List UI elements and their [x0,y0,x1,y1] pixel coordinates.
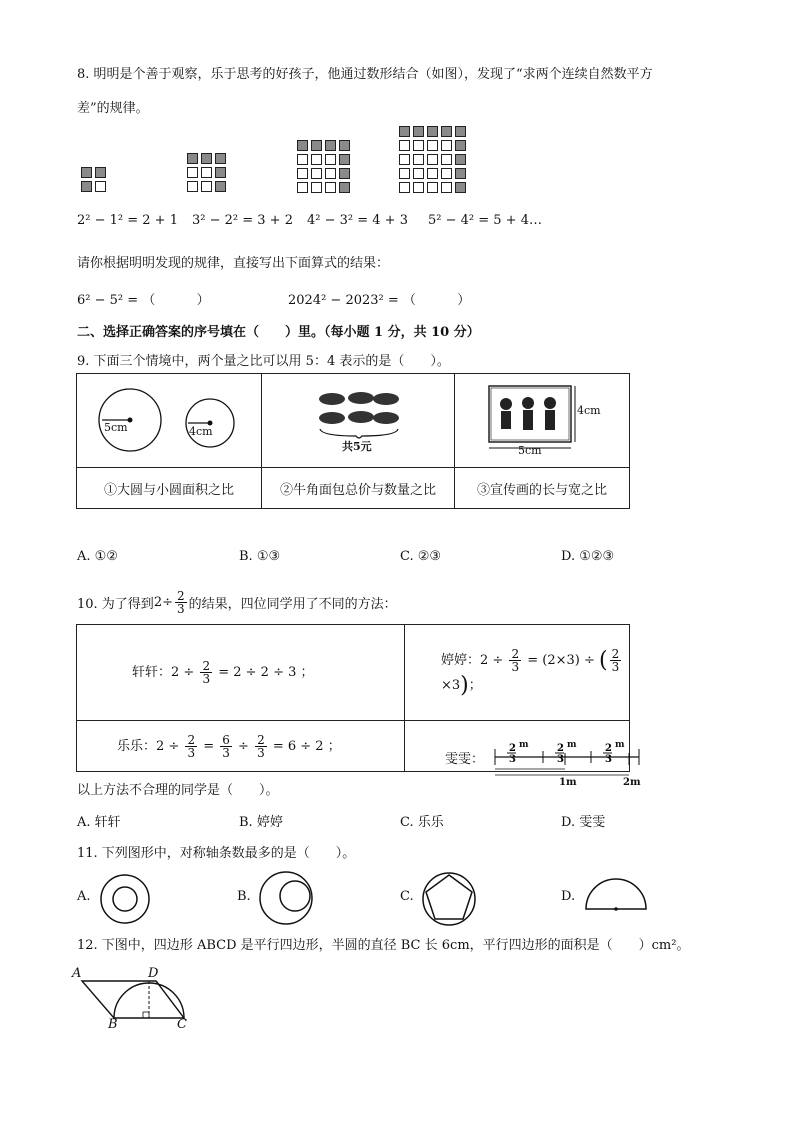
grid-cell [427,154,438,165]
q9-caption-3: ③宣传画的长与宽之比 [455,468,630,509]
name-xuanxuan: 轩轩： [132,665,172,681]
q10-stem-a: 10. 为了得到 [77,597,154,612]
q8-line2: 差”的规律。 [77,101,149,116]
q9-option-d[interactable]: D. ①②③ [561,549,615,564]
grid-cell [455,182,466,193]
q10-option-d[interactable]: D. 雯雯 [561,815,606,830]
q11-option-a[interactable]: A. [77,889,91,904]
q10-method-tingting: 婷婷：2 ÷ $\frac{2}{3}$ = (2×3) ÷ ( $\frac{2}{3}$ ×3)； [405,625,630,721]
grid-cell [339,168,350,179]
svg-text:3: 3 [557,754,564,766]
grid-cell [441,182,452,193]
concentric-circles-shape [98,872,154,928]
q10-option-b[interactable]: B. 婷婷 [239,815,283,830]
grid-cell [399,182,410,193]
q11-stem: 11. 下列图形中，对称轴条数最多的是（ ）。 [77,846,356,861]
name-tingting: 婷婷： [441,652,481,668]
circles-figure [77,374,259,466]
grid-cell [339,182,350,193]
grid-cell [399,126,410,137]
name-lele: 乐乐： [117,738,157,754]
grid-cell [427,140,438,151]
seg-unit-2: m [567,740,577,751]
poster-height-label: 4cm [577,404,601,417]
xx-tail: = 2 ÷ 2 ÷ 3 ； [214,665,314,681]
section-title: 二、选择正确答案的序号填在（ ）里。（每小题 1 分，共 10 分） [77,325,480,340]
q9-caption-1: ①大圆与小圆面积之比 [77,468,262,509]
grid-cell [187,153,198,164]
grid-cell [427,182,438,193]
q11-option-b[interactable]: B. [237,889,251,904]
grid-cell [215,153,226,164]
q9-option-a[interactable]: A. ①② [77,549,118,564]
grid-cell [413,168,424,179]
grid-cell [187,167,198,178]
svg-text:2: 2 [557,743,564,755]
q10-method-lele: 乐乐：2 ÷ $\frac{2}{3}$ = $\frac{6}{3}$ ÷ $\frac{2}{3}$ = 6 ÷ 2 ； [77,721,405,772]
grid-cell [413,140,424,151]
grid-cell [325,168,336,179]
grid-cell [297,182,308,193]
label-b: B [108,1017,118,1032]
q11-option-d[interactable]: D. [561,889,576,904]
grid-cell [339,140,350,151]
svg-text:3: 3 [605,754,612,766]
tick-1m: 1m [559,777,577,789]
semicircle-shape [584,876,648,912]
seg-unit-1: m [519,740,529,751]
grid-cell [441,126,452,137]
q8-line1: 8. 明明是个善于观察，乐于思考的好孩子，他通过数形结合（如图），发现了“求两个连续自然数平方 [77,67,653,82]
grid-cell [311,140,322,151]
label-c: C [177,1017,187,1032]
label-d: D [148,966,159,981]
pentagon-in-circle-shape [420,870,478,928]
q9-poster-cell [455,374,630,468]
q9-croissant-cell [262,374,455,468]
grid-cell [413,182,424,193]
q10-stem-b: 的结果，四位同学用了不同的方法： [188,597,397,612]
q10-stem [77,590,397,615]
poster-width-label: 5cm [518,444,542,457]
grid-cell [201,167,212,178]
q9-caption-2: ②牛角面包总价与数量之比 [262,468,455,509]
svg-text:3: 3 [509,754,516,766]
grid-cell [201,181,212,192]
q8-answer-2[interactable]: 2024² − 2023² = （ ） [288,293,471,308]
total-price-label: 共5元 [342,440,372,453]
grid-cell [325,140,336,151]
grid-cell [455,126,466,137]
q10-method-wenwen [405,721,641,789]
q10-option-a[interactable]: A. 轩轩 [77,815,121,830]
grid-cell [325,154,336,165]
grid-cell [215,181,226,192]
q8-answer-1[interactable]: 6² − 5² = （ ） [77,293,210,308]
q10-expr: 2÷ $\frac{2}{3}$ [153,589,185,616]
tick-2m: 2m [623,777,641,789]
svg-text:2: 2 [509,743,516,755]
grid-cell [399,140,410,151]
grid-cell [311,182,322,193]
ll-tail: = 6 ÷ 2 ； [268,738,341,754]
small-radius-label: 4cm [189,425,213,438]
grid-cell [339,154,350,165]
grid-cell [441,168,452,179]
q10-table [76,624,641,789]
q9-stem: 9. 下面三个情境中，两个量之比可以用 5：4 表示的是（ ）。 [77,354,450,369]
name-wenwen: 雯雯： [445,752,485,768]
q8-instruction: 请你根据明明发现的规律，直接写出下面算式的结果： [77,256,390,271]
grid-cell [413,154,424,165]
q10-method-xuanxuan: 轩轩：2 ÷ $\frac{2}{3}$ = 2 ÷ 2 ÷ 3 ； [77,625,405,721]
grid-cell [187,181,198,192]
q9-option-c[interactable]: C. ②③ [400,549,442,564]
q10-option-c[interactable]: C. 乐乐 [400,815,444,830]
grid-cell [297,168,308,179]
eq-4: 5² − 4² = 5 + 4… [428,213,542,228]
grid-cell [455,168,466,179]
grid-cell [201,153,212,164]
svg-text:2: 2 [605,743,612,755]
grid-cell [413,126,424,137]
poster-figure [455,374,635,466]
grid-cell [455,154,466,165]
grid-cell [441,154,452,165]
q9-option-b[interactable]: B. ①③ [239,549,281,564]
grid-cell [215,167,226,178]
grid-cell [311,168,322,179]
seg-unit-3: m [615,740,625,751]
grid-cell [455,140,466,151]
q11-option-c[interactable]: C. [400,889,414,904]
q9-table [76,373,630,509]
big-radius-label: 5cm [104,421,128,434]
grid-cell [325,182,336,193]
grid-cell [399,168,410,179]
grid-cell [427,126,438,137]
eq-1: 2² − 1² = 2 + 1 [77,213,178,228]
eq-2: 3² − 2² = 3 + 2 [192,213,293,228]
grid-cell [427,168,438,179]
label-a: A [72,966,82,981]
grid-cell [297,154,308,165]
grid-cell [441,140,452,151]
grid-cell [311,154,322,165]
q12-stem: 12. 下图中，四边形 ABCD 是平行四边形，半圆的直径 BC 长 6cm，平行四边形的面积是（ ）cm²。 [77,938,690,953]
offset-circles-shape [257,869,317,927]
q10-question: 以上方法不合理的同学是（ ）。 [77,783,279,798]
grid-cell [297,140,308,151]
q9-circles-cell [77,374,262,468]
eq-3: 4² − 3² = 4 + 3 [307,213,408,228]
grid-cell [399,154,410,165]
